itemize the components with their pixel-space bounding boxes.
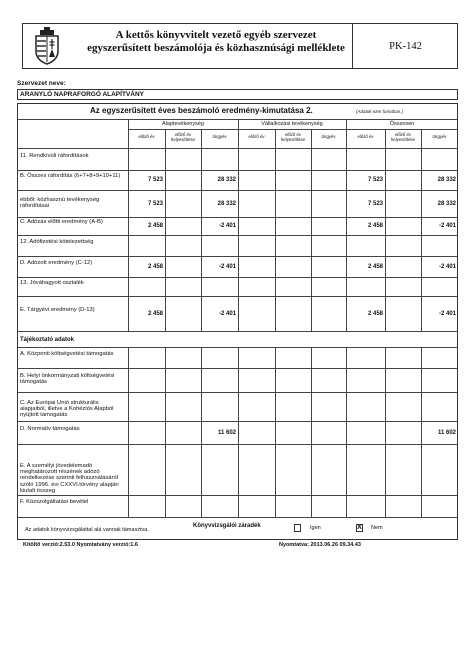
row-label: D. Normatív támogatás xyxy=(20,425,80,432)
table-unit-note: (Adatok ezer forintban.) xyxy=(356,109,404,114)
audit-title: Könyvvizsgálói záradék xyxy=(193,523,261,529)
column-separator xyxy=(275,347,276,517)
column-header: tárgyév xyxy=(321,134,336,139)
column-separator xyxy=(311,347,312,517)
audit-text: Az adatok könyvvizsgálattal alá vannak támasztva. xyxy=(25,527,149,533)
cell-value: 11 602 xyxy=(217,429,236,436)
column-separator xyxy=(311,129,312,331)
row-separator xyxy=(17,331,458,332)
cell-value: 28 332 xyxy=(217,177,236,183)
cell-value: 2 458 xyxy=(147,223,163,229)
group-header: Alaptevékenység xyxy=(162,121,204,127)
column-separator xyxy=(128,347,129,517)
group-header: Összesen xyxy=(389,121,415,127)
column-header: tárgyév xyxy=(432,134,447,139)
column-separator xyxy=(346,347,347,517)
coat-of-arms-icon xyxy=(28,27,66,65)
column-header: előző év helyesbítése xyxy=(170,132,196,142)
row-label: B. Helyi önkormányzati költségvetési támogatás xyxy=(20,373,115,386)
column-separator xyxy=(275,129,276,331)
audit-yes-checkbox[interactable] xyxy=(294,524,301,532)
audit-no-checkbox[interactable]: X xyxy=(357,524,362,531)
row-label: A. Központi költségvetési támogatás xyxy=(20,350,114,357)
column-separator xyxy=(346,119,347,331)
audit-yes-label: Igen xyxy=(310,525,321,531)
group-separator xyxy=(128,129,458,130)
column-separator xyxy=(165,347,166,517)
form-title-line2: egyszerűsített beszámolója és közhasznúsági melléklete xyxy=(87,42,345,54)
column-header: tárgyév xyxy=(212,134,227,139)
cell-value: 28 332 xyxy=(437,200,456,207)
column-separator xyxy=(238,119,239,331)
cell-value: 2 458 xyxy=(147,310,163,317)
cell-value: -2 401 xyxy=(218,310,236,317)
row-label: ebből: közhasznú tevékenység ráfordításai xyxy=(20,196,100,209)
cell-value: 7 523 xyxy=(147,200,163,207)
row-label: B. Összes ráfordítás (6+7+8+9+10+11) xyxy=(20,173,121,179)
row-label: E. A személyi jövedelemadó meghatározott részének adózó rendelkezése szerinti felhasználásáról szóló 1996. évi CXXVI.törvény alapján kiutalt összeg xyxy=(20,462,119,495)
column-separator xyxy=(201,129,202,331)
cell-value: -2 401 xyxy=(218,223,236,229)
cell-value: 2 458 xyxy=(367,223,383,229)
row-label: 13. Jóváhagyott osztalék xyxy=(20,279,84,286)
version-info: Kitöltő verzió:2.53.0 Nyomtatvány verzió:1.6 xyxy=(23,542,138,548)
row-label: 11. Rendkívüli ráfordítások xyxy=(20,152,89,159)
cell-value: 2 458 xyxy=(367,310,383,317)
row-label: E. Tárgyévi eredmény (D-13) xyxy=(20,306,95,313)
table-title: Az egyszerűsített éves beszámoló eredmény-kimutatása 2. xyxy=(90,106,313,115)
column-header: előző év xyxy=(248,134,265,139)
column-separator xyxy=(238,347,239,517)
cell-value: -2 401 xyxy=(438,263,456,270)
audit-no-label: Nem xyxy=(371,525,383,531)
cell-value: 2 458 xyxy=(367,263,383,270)
cell-value: -2 401 xyxy=(438,223,456,229)
column-separator xyxy=(165,129,166,331)
cell-value: 11 602 xyxy=(437,429,456,436)
row-label: 12. Adófizetési kötelezettség xyxy=(20,238,94,245)
group-header: Vállalkozási tevékenység xyxy=(261,121,323,127)
column-header: előző év xyxy=(357,134,374,139)
cell-value: -2 401 xyxy=(438,310,456,317)
cell-value: 28 332 xyxy=(217,200,236,207)
row-separator xyxy=(17,517,458,518)
form-title-line1: A kettős könyvvitelt vezető egyéb szervezet xyxy=(115,29,317,41)
column-separator xyxy=(128,119,129,331)
cell-value: -2 401 xyxy=(218,263,236,270)
organization-label: Szervezet neve: xyxy=(17,80,66,87)
row-label: C. Adózás előtti eredmény (A-B) xyxy=(20,219,103,225)
row-label: C. Az Európai Unió strukturális alapjaiból, illetve a Kohéziós Alapból nyújtott támogatás xyxy=(20,399,114,419)
form-code: PK-142 xyxy=(389,40,422,52)
organization-name-field: ARANYLÓ NAPRAFORGÓ ALAPÍTVÁNY xyxy=(17,89,458,100)
column-header: előző év helyesbítése xyxy=(390,132,416,142)
cell-value: 7 523 xyxy=(367,200,383,207)
print-timestamp: Nyomtatva: 2013.06.26 09.34.43 xyxy=(279,542,361,548)
column-header: előző év helyesbítése xyxy=(280,132,306,142)
column-separator xyxy=(201,347,202,517)
cell-value: 7 523 xyxy=(367,177,383,183)
column-separator xyxy=(385,129,386,331)
cell-value: 28 332 xyxy=(437,177,456,183)
cell-value: 7 523 xyxy=(147,177,163,183)
row-label: F. Közszolgáltatási bevétel xyxy=(20,499,89,505)
column-separator xyxy=(421,129,422,331)
cell-value: 2 458 xyxy=(147,263,163,270)
column-separator xyxy=(421,347,422,517)
info-section-title: Tájékoztató adatok xyxy=(20,337,75,343)
row-label: D. Adózott eredmény (C-12) xyxy=(20,259,93,266)
column-header: előző év xyxy=(138,134,155,139)
form-title xyxy=(72,29,360,55)
column-separator xyxy=(385,347,386,517)
